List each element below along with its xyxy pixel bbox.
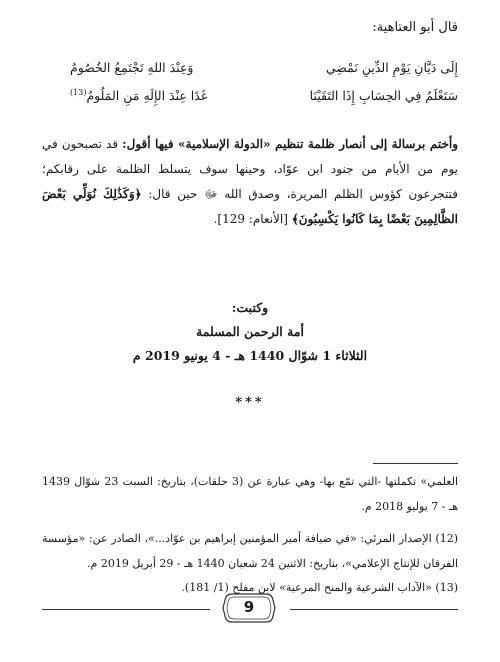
signature-date: الثلاثاء 1 شوّال 1440 هـ - 4 يونيو 2019 م [132, 348, 368, 363]
signature-author: أمة الرحمن المسلمة [196, 324, 304, 339]
quran-citation: [الأنعام: 129]. [213, 212, 292, 226]
ornament-rule-right [290, 609, 458, 610]
poem-verse-1 [70, 60, 458, 75]
paragraph-bold-intro: وأختم برسالة إلى أنصار ظلمة تنظيم «الدولة الإسلامية» فيها أقول: [122, 137, 459, 151]
quran-verse: ﴿وَكَذَٰلِكَ نُوَلِّي بَعْضَ الظَّالِمِينَ بَعْضًا بِمَا كَانُوا يَكْسِبُونَ﴾ [42, 187, 458, 226]
footnote-ref-13[interactable]: (13) [70, 88, 87, 97]
ornament-rule-left [42, 609, 210, 610]
footnote-continued: العلمي» تكملتها -التي تمّع بها- وهي عبارة عن (3 حلقات)، بتاريخ: السبت 23 شوّال 1439 هـ - 7 يوليو 2018 م. [42, 475, 458, 513]
verse-1-second-hemistich: وَعِنْدَ اللهِ تَجْتَمِعُ الخُصُومُ [70, 60, 194, 75]
signature-label: وكتبت: [231, 300, 269, 315]
poem-intro: قال أبو العتاهية: [372, 20, 458, 35]
verse-2-first-hemistich: سَتَعْلَمُ فِي الحِسَابِ إِذَا التَقَيْنَا [309, 88, 458, 103]
footnote-13: (13) «الآداب الشرعية والمنح المرعية» لابن مفلح (1/ 181). [181, 581, 458, 594]
verse-1-first-hemistich: إِلَى دَيَّانِ يَوْمِ الدِّينِ نَمْضِي [325, 60, 458, 75]
footnote-12: (12) الإصدار المرئي: «في ضيافة أمير المؤمنين إبراهيم بن عوّاد...»، الصادر عن: «مؤسسة الفرقان للإنتاج الإعلامي»، بتاريخ: الاثنين 24 شعبان 1440 هـ - 29 أبريل 2019 م. [42, 532, 458, 570]
page-number: 9 [243, 598, 255, 616]
footnote-divider [373, 463, 458, 464]
closing-paragraph [42, 132, 458, 232]
section-separator: *** [235, 395, 265, 410]
page-number-ornament [0, 591, 500, 627]
page-number-frame [222, 591, 276, 625]
verse-2-second-hemistich: غَدًا عِنْدَ الإِلَهِ مَنِ المَلُومُ [86, 88, 208, 104]
signature-block [0, 296, 500, 368]
footnotes [42, 470, 458, 601]
poem-verse-2 [70, 88, 458, 103]
paragraph-body: قد تصبحون في يوم من الأيام من جنود ابن عوّاد، وحينها سوف يتسلط الظلمة على رقابكم؛ فتتجرعون كؤوس الظلم المريرة، وصدق الله ﷻ حين قال: [42, 137, 458, 201]
verse-2-second-hemistich-wrap [70, 88, 256, 103]
